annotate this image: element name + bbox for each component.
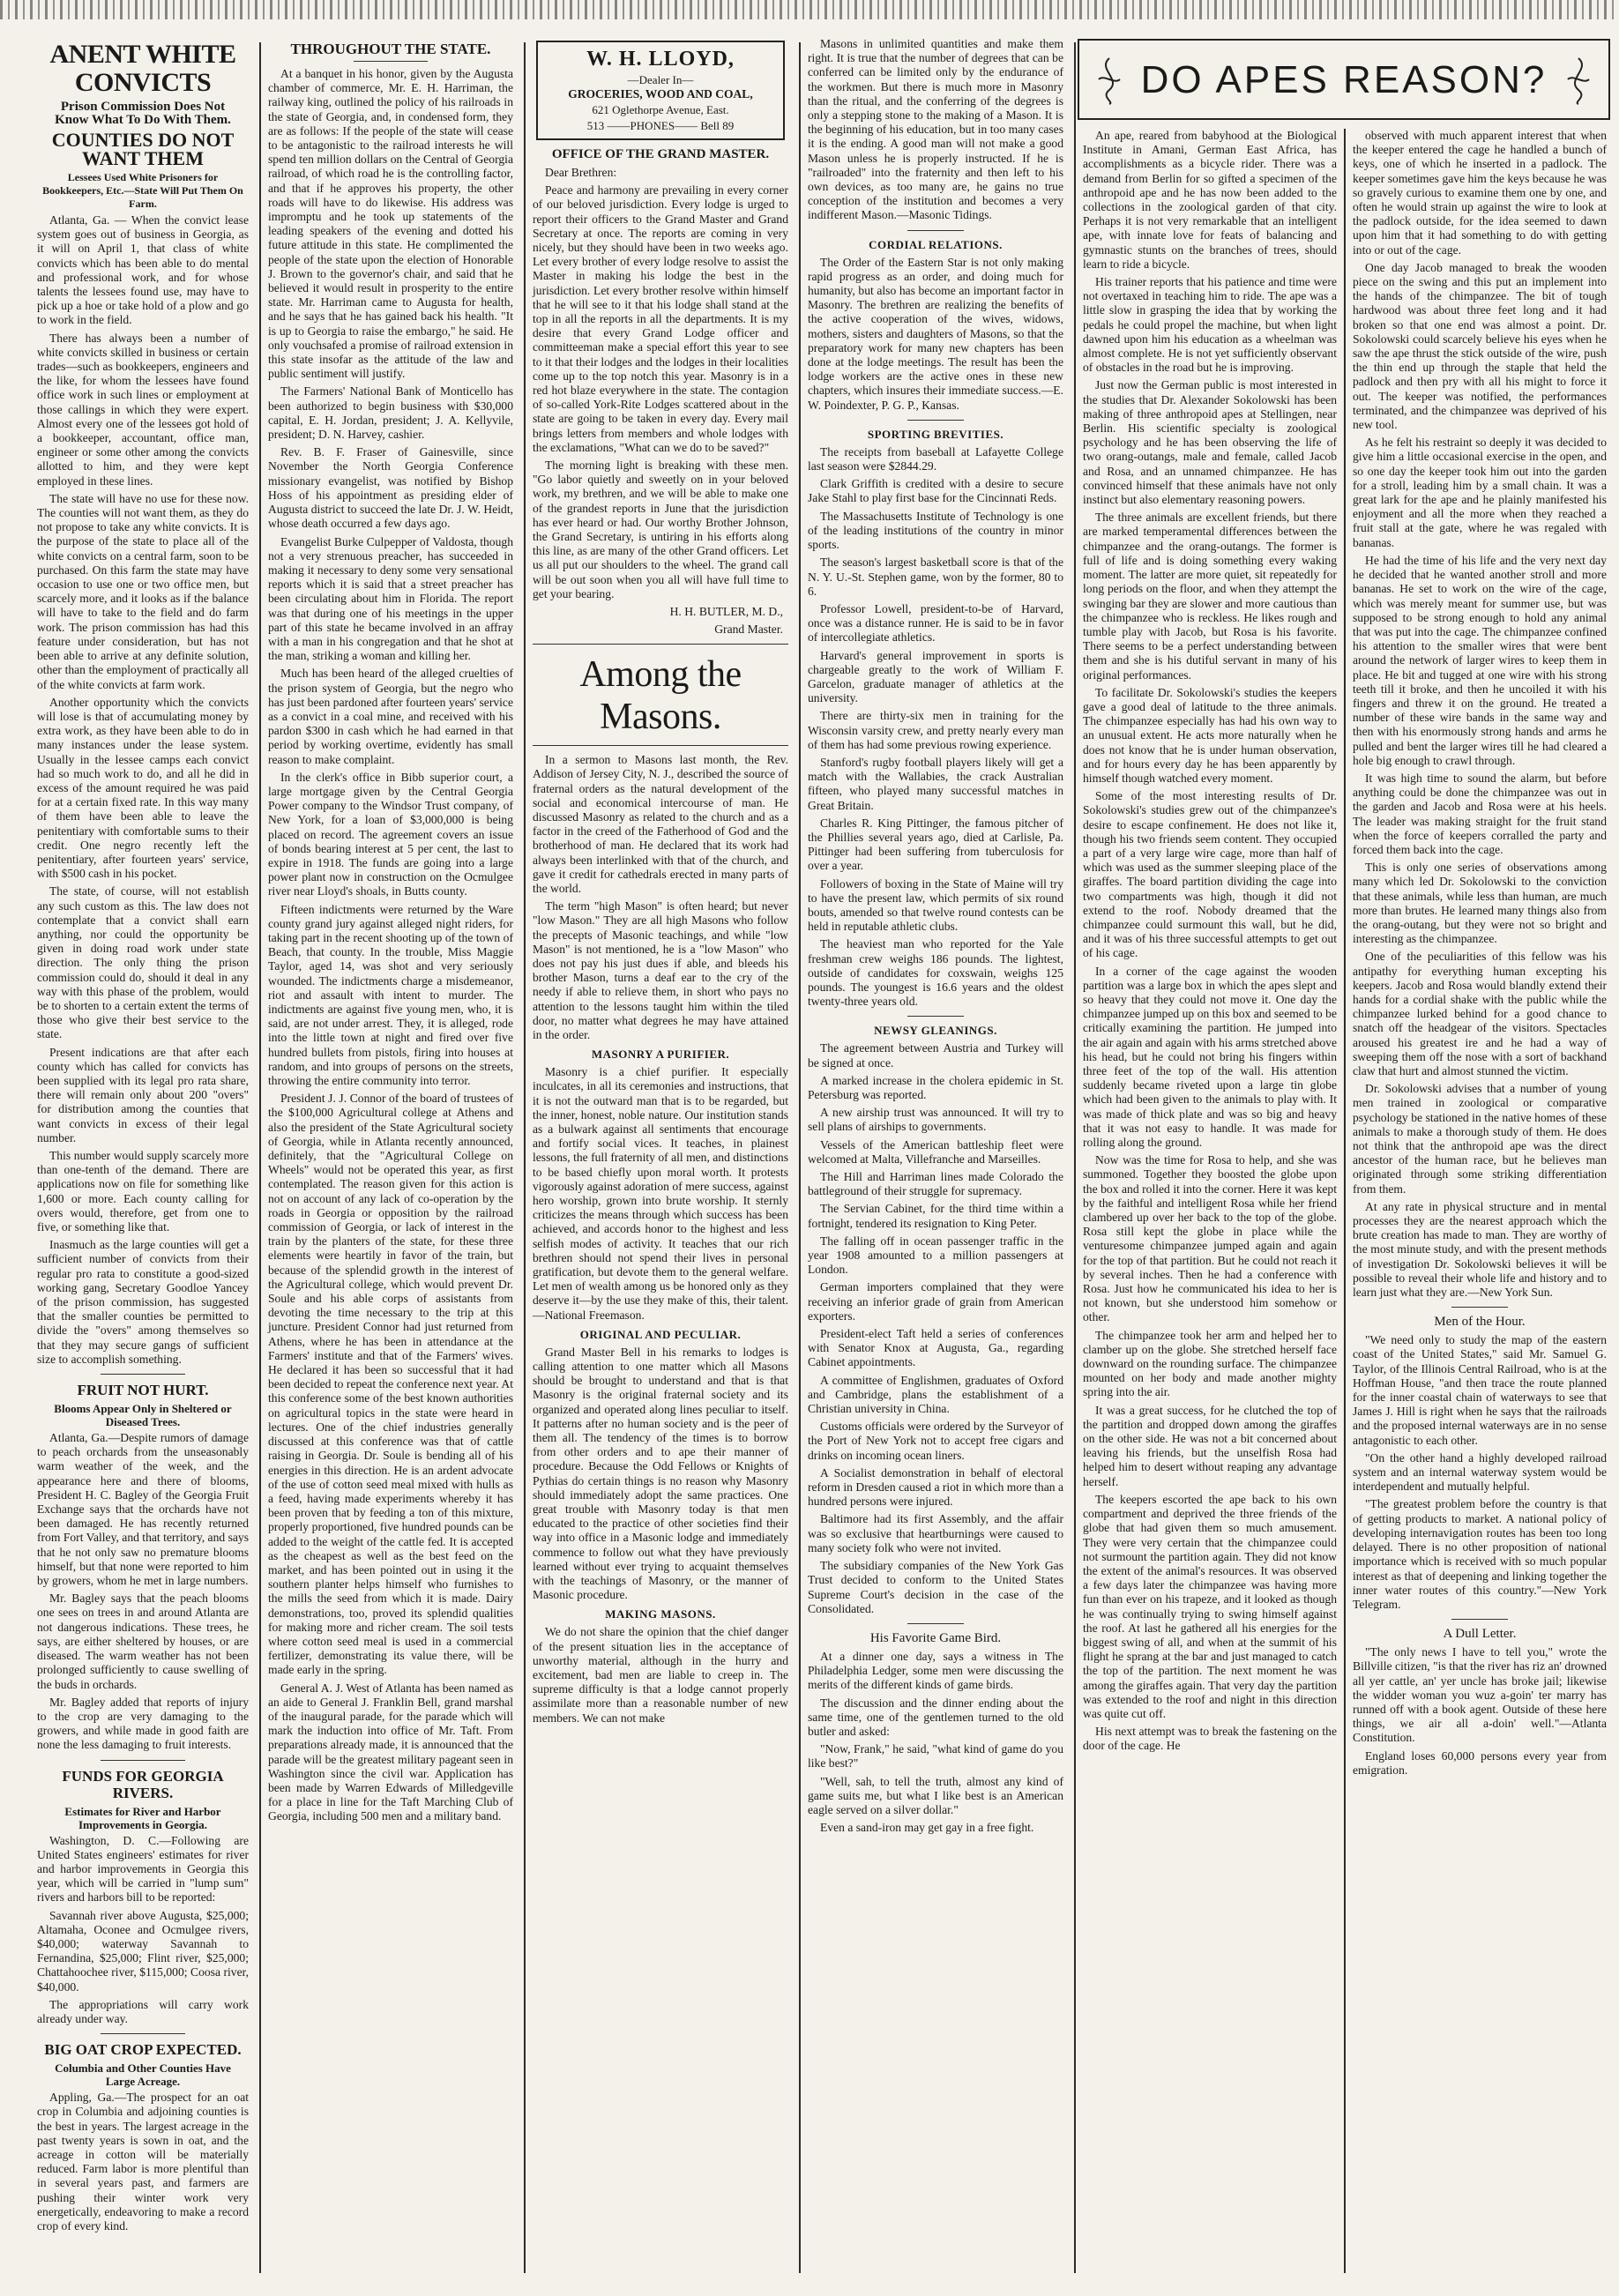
- apes-article-body-2: [1353, 129, 1607, 1300]
- deck-lessees: Lessees Used White Prisoners for Bookkeepers, Etc.—State Will Put Them On Farm.: [42, 171, 243, 210]
- paragraph: Atlanta, Ga.—Despite rumors of damage to peach orchards from the unseasonably warm weather of the week, and the appearance here and there of blooms, President H. C. Bagley of the Georgia Fruit Exchange says that the orchards have not been damaged. He has recently returned from Fort Valley, and that territory, and says that he not only saw no premature blooms himself, but that none were reported to him by growers, whom he met in large numbers.: [37, 1431, 249, 1588]
- headline-dull-letter: A Dull Letter.: [1443, 1627, 1517, 1642]
- headline-purifier: MASONRY A PURIFIER.: [591, 1047, 730, 1062]
- ornament-right-icon: [1561, 53, 1596, 106]
- paragraph: Customs officials were ordered by the Surveyor of the Port of New York not to accept free cigars and drinks on incoming ocean liners.: [808, 1420, 1063, 1462]
- divider: [1451, 1307, 1507, 1308]
- headline-men-of-hour: Men of the Hour.: [1434, 1315, 1526, 1330]
- divider: [907, 420, 964, 421]
- purifier-article-body: [533, 1065, 788, 1323]
- column-rule: [1074, 42, 1076, 2273]
- paragraph: This is only one series of observations among many which led Dr. Sokolowski to the conviction that these animals, while less than human, are much more than brutes. He learned many things also from the orang-outang, but they were not so bright and interesting as the chimpanzee.: [1353, 861, 1607, 946]
- paragraph: It was a great success, for he clutched the top of the partition and dropped down among the giraffes on the other side. He was not a bit concerned about leaving his friends, but the unselfish Rosa had helped him to desert without reaping any advantage herself.: [1083, 1403, 1337, 1488]
- paragraph: Dear Brethren:: [545, 166, 617, 179]
- headline-counties: COUNTIES DO NOT WANT THEM: [51, 129, 235, 169]
- paragraph: As he felt his restraint so deeply it was decided to give him a little occasional exercise in the open, and so one day the keeper took him out into the garden for a stroll, leading him by a small chain. It was a great lark for the ape and he plainly manifested his enjoyment and all the more when they reached a fruit stall at the gate, where he was regaled with bananas.: [1353, 436, 1607, 549]
- paragraph: "The only news I have to tell you," wrote the Billville citizen, "is that the river has riz an' drowned all yer cattle, an' yer uncle has broke jail; likewise the widder woman you wuz a-goin' ter marry has runned off with a book agent. Outside of these here things, we air all a-doin' well."—Atlanta Constitution.: [1353, 1645, 1607, 1745]
- lloyd-advertisement: [536, 41, 785, 140]
- paragraph: Some of the most interesting results of Dr. Sokolowski's studies grew out of the chimpanzee's desire to escape confinement. He does not like it, though his two friends seem content. They occupied a part of a very large wire cage, more than half of which was used as the summer sleeping place of the giraffes. The board partition dividing the cage into two compartments was high, though it did not extend to the roof. Nobody dreamed that the chimpanzee could surmount this wall, but he did, and it was of his three successful attempts to get out of his cage.: [1083, 789, 1337, 960]
- paragraph: Washington, D. C.—Following are United States engineers' estimates for river and harbor improvements in Georgia this year, which will be carried in "lump sum" rivers and harbors bill to be reported:: [37, 1833, 249, 1905]
- divider: [907, 230, 964, 231]
- paragraph: The Massachusetts Institute of Technology is one of the leading institutions of the country in minor sports.: [808, 509, 1063, 552]
- paragraph: Clark Griffith is credited with a desire to secure Jake Stahl to play first base for the Cincinnati Reds.: [808, 477, 1063, 505]
- paragraph: Atlanta, Ga. — When the convict lease system goes out of business in Georgia, as it will on April 1, that class of white convicts which has been able to do mental and professional work, and for whose talents the lessees found use, may have to pick up a hoe or take hold of a plow and go to work in the field.: [37, 213, 249, 327]
- paragraph: "The greatest problem before the country is that of getting products to market. A national policy of developing internavigation routes has been too long delayed. There is no other proposition of national importance which is received with so much popular interest as that of deepening and linking together the inner water routes of this country."—New York Telegram.: [1353, 1497, 1607, 1611]
- paragraph: General A. J. West of Atlanta has been named as an aide to General J. Franklin Bell, grand marshal of the inaugural parade, for the parade which will mark the induction into office of Mr. Taft. From preparations already made, it is announced that the parade will be the greatest military pageant seen in Washington since the civil war. Application has been made by Warren Edwards of Milledgeville for a place in line for the Taft Marching Club of Georgia, including 500 men and a military band.: [268, 1681, 513, 1823]
- paragraph: His next attempt was to break the fastening on the door of the cage. He: [1083, 1725, 1337, 1753]
- paragraph: It was high time to sound the alarm, but before anything could be done the chimpanzee was out in the garden and Jacob and Rosa were at his heels. The leader was making straight for the fruit stand when the force of keepers corralled the party and forced them back into the cage.: [1353, 771, 1607, 856]
- men-article-body: [1353, 1333, 1607, 1612]
- divider: [907, 1623, 964, 1624]
- game-article-body: [808, 1650, 1063, 1835]
- paragraph: A committee of Englishmen, graduates of Oxford and Cambridge, plans the establishment of a Christian university in China.: [808, 1373, 1063, 1416]
- masons-continued-body: [808, 37, 1063, 223]
- paragraph: observed with much apparent interest that when the keeper entered the cage he handled a bunch of keys, one of which he inserted in a padlock. The keeper sometimes gave him the keys because he was so gravely curious to examine them one by one, and often he would strain up against the wire to look at the padlock outside, for the idea seemed to dawn upon him that it had something to do with getting into or out of the cage.: [1353, 129, 1607, 257]
- paragraph: Appling, Ga.—The prospect for an oat crop in Columbia and adjoining counties is the best in years. The largest acreage in the past twenty years is sown in oat, and the acreage in cotton will be materially reduced. Farm labor is more plentiful than in several years past, and farmers are pushing their winter work very energetically, endeavoring to make a record crop of every kind.: [37, 2091, 249, 2233]
- paragraph: Mr. Bagley says that the peach blooms one sees on trees in and around Atlanta are not dangerous indications. These trees, he says, are either sheltered by houses, or are diseased. The warm weather has not been prolonged sufficiently to cause swelling of the buds in orchards.: [37, 1592, 249, 1691]
- column-state: [263, 37, 519, 2277]
- paragraph: "Well, sah, to tell the truth, almost any kind of game suits me, but what I like best is an American eagle served on a silver dollar.": [808, 1774, 1063, 1816]
- paragraph: Now was the time for Rosa to help, and she was summoned. Together they boosted the globe upon the box and rolled it into the corner. Here it was kept by the faithful and intelligent Rosa while her friend clambered up over her back to the top of the globe. Rosa still kept the globe in place while the venturesome chimpanzee jumped again and again for the top of that partition. But he could not reach it by several inches. Then he had a conference with Rosa. Just how he communicated his idea to her is not known, but she understood him somehow or other.: [1083, 1153, 1337, 1324]
- paragraph: The discussion and the dinner ending about the same time, one of the gentlemen turned to the old butler and asked:: [808, 1696, 1063, 1738]
- paragraph: Stanford's rugby football players likely will get a match with the Wallabies, the crack Australian fifteen, who played many successful matches in Great Britain.: [808, 755, 1063, 812]
- funds-article-body: [37, 1834, 249, 2027]
- torn-page-edge: [0, 0, 1619, 19]
- paragraph: The agreement between Austria and Turkey will be signed at once.: [808, 1041, 1063, 1070]
- paragraph: "On the other hand a highly developed railroad system and an internal waterway system would be interdependent and mutually helpful.: [1353, 1450, 1607, 1494]
- paragraph: The Farmers' National Bank of Monticello has been authorized to begin business with $30,000 capital, E. H. Jordan, president; J. A. Kellyvile, president; D. N. Harvey, cashier.: [268, 384, 513, 442]
- paragraph: One day Jacob managed to break the wooden piece on the swing and this put an implement into the hands of the chimpanzee. The bit of tough hardwood was about three feet long and it had broken so that one end was almost a point. Dr. Sokolowski could scarcely believe his eyes when he saw the ape thrust the stick outside of the wire, push the thin end up through the staple that held the padlock and then pry with all his might to force it out. The keeper was notified, the performances terminated, and the chimpanzee was deprived of his new tool.: [1353, 260, 1607, 432]
- headline-throughout-state: THROUGHOUT THE STATE.: [290, 41, 491, 57]
- ad-goods: GROCERIES, WOOD AND COAL,: [568, 87, 753, 101]
- paragraph: At any rate in physical structure and in mental processes they are the nearest approach which the brute creation has made to man. They are worthy of the most minute study, and with the present methods of investigation Dr. Sokolowski believes it will be possible to reveal their whole life and history and to learn just what they are.—New York Sun.: [1353, 1199, 1607, 1300]
- apes-article-body-1: [1083, 129, 1337, 1754]
- subhead-estimates: Estimates for River and Harbor Improvements in Georgia.: [64, 1804, 221, 1831]
- paragraph: He had the time of his life and the very next day he decided that he wanted another stroll and more bananas. He set to work on the wire of the cage, which was merely meant for summer use, but was supposed to be strong enough to hold any animal that was put into the cage. The chimpanzee confined his attention to the smaller wires that were bent around the network of larger wires to keep them in place. He bit and tugged at one wire with his strong teeth till it broke, and then he uncoiled it with his fingers and threw it on the ground. He treated a number of these wire bands in the same way and then with his enormously strong hands and arms he pulled and bent the larger wires till he had cleared a hole big enough to crawl through.: [1353, 553, 1607, 767]
- headline-newsy: NEWSY GLEANINGS.: [874, 1024, 997, 1038]
- paragraph: Savannah river above Augusta, $25,000; Altamaha, Oconee and Ocmulgee rivers, $40,000; waterway Savannah to Fernandina, $25,000; Flint river, $25,000; Chattahoochee river, $115,000; Coosa river, $40,000.: [37, 1908, 249, 1994]
- paragraph: Dr. Sokolowski advises that a number of young men trained in zoological or comparative psychology be stationed in the native homes of these animals to make a thorough study of them. He does not think that the anthropoid ape was the direct ancestor of the human race, but he believes man originated through some striking differentiation from them.: [1353, 1082, 1607, 1196]
- ad-name: W. H. LLOYD,: [586, 48, 735, 71]
- apes-header-box: [1078, 39, 1610, 120]
- paragraph: The season's largest basketball score is that of the N. Y. U.-St. Stephen game, won by the former, 80 to 6.: [808, 555, 1063, 598]
- headline-oat-crop: BIG OAT CROP EXPECTED.: [44, 2041, 242, 2059]
- making-article-body: [533, 1625, 788, 1725]
- paragraph: The Servian Cabinet, for the third time within a fortnight, tendered its resignation to King Peter.: [808, 1202, 1063, 1230]
- headline-game-bird: His Favorite Game Bird.: [869, 1630, 1002, 1645]
- paragraph: There has always been a number of white convicts skilled in business or certain trades—such as bookkeepers, engineers and the like, for whom the lessees have found office work in such lines or employment at those callings in which they were expert. Almost every one of the lessees got hold of a bookkeeper, accountant, office man, engineer or some other among the convicts allotted to him, and they were kept employed in these lines.: [37, 331, 249, 488]
- headline-white-convicts: ANENT WHITE CONVICTS: [49, 40, 236, 97]
- divider: [354, 61, 427, 62]
- paragraph: Present indications are that after each county which has called for convicts has been supplied with its legal pro rata share, there will remain only about 200 "overs" for distribution among the counties that want convicts in excess of their legal number.: [37, 1045, 249, 1144]
- headline-funds-rivers: FUNDS FOR GEORGIA RIVERS.: [62, 1767, 224, 1801]
- cordial-article-body: [808, 256, 1063, 413]
- paragraph: Fifteen indictments were returned by the Ware county grand jury against alleged night riders, for taking part in the recent shooting up of the town of Beach, that county. In the trouble, Miss Maggie Taylor, aged 14, was shot and very seriously wounded. The indictments charge a misdemeanor, riot and assault with intent to murder. The indictments are against five young men, who, it is said, are not under arrest. They, it is alleged, rode into the little town at night and fired over five hundred bullets from pistols, firing into houses at random, and into groups of persons on the streets, throwing the entire community into terror.: [268, 902, 513, 1088]
- column-masons: [527, 37, 794, 2277]
- paragraph: "We need only to study the map of the eastern coast of the United States," said Mr. Samuel G. Taylor, of the Illinois Central Railroad, who is at the Hoffman House, "and then trace the route planned for the inner coastal chain of waterways to see that James J. Hill is right when he says that the railroads and the proposed internal waterways are in no sense antagonistic to each other.: [1353, 1333, 1607, 1447]
- subhead-columbia: Columbia and Other Counties Have Large Acreage.: [55, 2061, 231, 2089]
- headline-sporting: SPORTING BREVITIES.: [867, 427, 1004, 441]
- paragraph: Rev. B. F. Fraser of Gainesville, since November the North Georgia Conference missionary evangelist, was notified by Bishop Hoss of his appointment as presiding elder of Augusta district to succeed the late Dr. J. W. Heidt, whose death occurred a few days ago.: [268, 445, 513, 531]
- divider: [533, 745, 788, 746]
- paragraph: The heaviest man who reported for the Yale freshman crew weighs 186 pounds. The lightest, outside of candidates for coxswain, weighs 125 pounds. The youngest is 16.6 years and the oldest twenty-three years old.: [808, 937, 1063, 1009]
- column-sporting-news: [802, 37, 1069, 2277]
- paragraph: The state, of course, will not establish any such custom as this. The law does not contemplate that a convict shall earn anything, nor could the opportunity be given in doing road work under state direction. The only thing the prison commission could do, should it deal in any way with this phase of the problem, would be to shorten to a certain extent the terms of those who give their best service to the state.: [37, 884, 249, 1041]
- ad-phones: 513 ——PHONES—— Bell 89: [586, 119, 735, 132]
- paragraph: The receipts from baseball at Lafayette College last season were $2844.29.: [808, 444, 1063, 473]
- paragraph: At a dinner one day, says a witness in The Philadelphia Ledger, some men were discussing the merits of the different kinds of game birds.: [808, 1649, 1063, 1692]
- divider: [1451, 1619, 1507, 1620]
- column-rule: [259, 42, 261, 2273]
- headline-among-masons: Among the Masons.: [579, 654, 742, 738]
- paragraph: This number would supply scarcely more than one-tenth of the demand. There are applications now on file for something like 1,600 or more. Each county calling for overs would, therefore, get from one to five, or something like that.: [37, 1149, 249, 1234]
- subhead-prison-commission: Prison Commission Does Not Know What To Do With Them.: [55, 100, 231, 127]
- paragraph: In the clerk's office in Bibb superior court, a large mortgage given by the Central Georgia Power company to the Windsor Trust company, of New York, for a loan of $3,000,000 is being placed on record. The agreement covers an issue of bonds bearing interest at 5 per cent, the last to expire in 1918. The funds are going into a large power plant now in construction on the Ocmulgee river near Lloyd's shoals, in Butts county.: [268, 770, 513, 898]
- paragraph: England loses 60,000 persons every year from emigration.: [1353, 1748, 1607, 1777]
- column-rule: [524, 42, 526, 2273]
- headline-making-masons: MAKING MASONS.: [605, 1607, 716, 1621]
- fruit-article-body: [37, 1431, 249, 1752]
- paragraph: The three animals are excellent friends, but there are marked temperamental differences between the chimpanzee and the orang-outangs. The former is full of life and is doing something every waking moment. The latter are more quiet, sit repeatedly for long periods on the floor, and when they attempt the swinging bar they are slower and more cautious than the chimpanzee who is reckless. He likes rough and tumble play with Jacob, but Rosa is his favorite. There seems to be a perfect understanding between them and she is his dutiful servant in many of his original performances.: [1083, 511, 1337, 682]
- paragraph: Inasmuch as the large counties will get a sufficient number of convicts from their regular pro rata to constitute a good-sized working gang, Secretary Goodloe Yancey of the prison commission, has suggested that the smaller counties be permitted to divide the "overs" among themselves so that they may secure gangs of sufficient size to accomplish something.: [37, 1238, 249, 1366]
- paragraph: Peace and harmony are prevailing in every corner of our beloved jurisdiction. Every lodge is urged to report their officers to the Grand Master and Grand Secretary at once. The reports are coming in very nicely, but they should have been in two weeks ago. Let every brother of every lodge resolve to assist the Master in making his lodge the best in the jurisdiction. Let every brother resolve within himself that he will see to it that his lodge shall stand at the top in all the reports in all the departments. It is my desire that every Grand Lodge officer and committeeman make a special effort this year to see to it that their lodges and the lodges in their localities come up to the top notch this year. Masonry is in a red hot blaze everywhere in the state. The contagion of so-called York-Rite Lodges scattered about in the state are going to be taken in every day. Every mail brings letters from members and whole lodges with the exclamations, "What can we do to be saved?": [533, 183, 788, 454]
- paragraph: The chimpanzee took her arm and helped her to clamber up on the globe. She stretched herself face downward on the rounding surface. The chimpanzee mounted on her body and made another mighty spring into the air.: [1083, 1328, 1337, 1399]
- paragraph: German importers complained that they were receiving an inferior grade of grain from American exporters.: [808, 1280, 1063, 1323]
- paragraph: A Socialist demonstration in behalf of electoral reform in Dresden caused a riot in which more than a hundred persons were injured.: [808, 1465, 1063, 1509]
- paragraph: Professor Lowell, president-to-be of Harvard, once was a distance runner. He is said to be in favor of intercollegiate athletics.: [808, 601, 1063, 645]
- paragraph: A marked increase in the cholera epidemic in St. Petersburg was reported.: [808, 1073, 1063, 1101]
- paragraph: There are thirty-six men in training for the Wisconsin varsity crew, and pretty nearly every man of them has had some previous rowing experience.: [808, 709, 1063, 751]
- column-rule: [1344, 129, 1346, 2273]
- divider: [101, 1760, 185, 1761]
- paragraph: One of the peculiarities of this fellow was his antipathy for everything human excepting his keepers. Jacob and Rosa would blandly extend their hands for a cordial shake with the public while the chimpanzee lurked behind for a good chance to snatch off the headgear of the visitors. Spectacles aroused his greatest ire and he had a way of sweeping them off the nose with a sort of backhand claw that hurt and almost stunned the victim.: [1353, 950, 1607, 1077]
- paragraph: Charles R. King Pittinger, the famous pitcher of the Phillies several years ago, died at Carlisle, Pa. Pittinger had been suffering from tuberculosis for over a year.: [808, 816, 1063, 873]
- paragraph: The subsidiary companies of the New York Gas Trust decided to conform to the United States Supreme Court's decision in the case of the Consolidated.: [808, 1559, 1063, 1615]
- column-rule: [799, 42, 801, 2273]
- paragraph: The appropriations will carry work already under way.: [37, 1997, 249, 2025]
- divider: [907, 1016, 964, 1017]
- paragraph: The term "high Mason" is often heard; but never "low Mason." They are all high Masons who follow the precepts of Masonic teachings, and while "low Mason" is not mentioned, he is a "low Mason" who does not pay his just dues if able, and bleeds his brother Mason, turns a deaf ear to the cry of the needy if able to relieve them, in short who pays no attention to the lessons taught him within the tiled door, no matter what degrees he may have attained in the order.: [533, 899, 788, 1041]
- paragraph: His trainer reports that his patience and time were not overtaxed in teaching him to ride. The ape was a little slow in grasping the idea that by working the pedals he could propel the machine, but when light dawned upon him his education as a wheelman was almost complete. He is not yet sufficiently observant of obstacles in the road but he is improving.: [1083, 275, 1337, 375]
- headline-original: ORIGINAL AND PECULIAR.: [579, 1327, 742, 1341]
- sporting-article-body: [808, 445, 1063, 1010]
- paragraph: A new airship trust was announced. It will try to sell plans of airships to governments.: [808, 1106, 1063, 1134]
- paragraph: Masonry is a chief purifier. It especially inculcates, in all its ceremonies and instructions, that it is not the outward man that is to be regarded, but the inner, honest, noble nature. Our institution stands as a bulwark against all sentiments that encourage and fortify social vices. It teaches, in plainest lessons, the full fraternity of all men, and distinctions to be based chiefly upon moral worth. It protests vigorously against adoration of mere success, against hero worship, grown into brute worship. It sternly criticizes the means through which success has been achieved, and accords honor to the highest and less selfish modes of activity. It teaches that our rich brethren should not spend their lives in personal gratification, but devote them to the general welfare. Let men of wealth among us be honored only as they deserve it—by the use they make of this, their talent.—National Freemason.: [533, 1065, 788, 1322]
- convicts-article-body: [37, 213, 249, 1367]
- masons-article-body: [533, 753, 788, 1042]
- oat-article-body: [37, 2091, 249, 2233]
- paragraph: Followers of boxing in the State of Maine will try to have the present law, which permits of six round bouts, amended so that twelve round contests can be held in reputable athletic clubs.: [808, 876, 1063, 934]
- ad-dealer: —Dealer In—: [627, 73, 694, 86]
- headline-fruit-not-hurt: FRUIT NOT HURT.: [77, 1382, 209, 1399]
- paragraph: Much has been heard of the alleged cruelties of the prison system of Georgia, but the negro who has just been pardoned after fourteen years' service as a convict in a coal mine, and received with his pardon $300 in cash which he had earned in that period by working overtime, evidently has small reason to make complaint.: [268, 667, 513, 766]
- headline-grand-master: OFFICE OF THE GRAND MASTER.: [551, 147, 770, 161]
- paragraph: In a corner of the cage against the wooden partition was a large box in which the apes slept and so heavy that they could not move it. One day the chimpanzee jumped up on this box and seemed to be critically examining the partition. He jumped into the air again and again with his arms stretched above his head, but he could not bring his fingers within three feet of the top of the wall. His attention suddenly became riveted upon a large tin globe which had been given to the animals to play with. It was made of thick plate and was so big and heavy that it was not easy to handle. It was made for rolling along the ground.: [1083, 964, 1338, 1150]
- paragraph: The keepers escorted the ape back to his own compartment and deprived the three friends of the globe that had given them so much amusement. They were very certain that the chimpanzee could not surmount the partition again. They did not know the extent of the animal's resources. It was observed a few days later the chimpanzee was having more fun than ever on his trapeze, and it looked as though he was continually trying to swing himself against the roof. At last he gathered all his energies for the biggest swing of all, and when at the summit of his flight he sprang at the bar and just managed to catch the top of the partition. The next moment he was among the giraffes again. That very day the partition was extended to the roof and night in this direction was quite cut off.: [1083, 1492, 1337, 1720]
- divider: [533, 644, 788, 645]
- paragraph: To facilitate Dr. Sokolowski's studies the keepers gave a good deal of latitude to the three animals. The chimpanzee especially has had his own way to an unusual extent. He acts more naturally when he does not know that he is under human observation, and for hours every day he has been apparently by himself though watched every moment.: [1083, 685, 1337, 785]
- paragraph: Another opportunity which the convicts will lose is that of accumulating money by extra work, as they have been able to do in many instances under the lease system. Usually in the lessee camps each convict had so much work to do, and all he did in excess of the amount required he was paid for at a certain fixed rate. In this way many of them have been able to leave the penitentiary with comfortable sums to their credit. One negro recently left the penitentiary, after fourteen years' service, with $500 cash in his pocket.: [37, 695, 249, 881]
- paragraph: Vessels of the American battleship fleet were welcomed at Malta, Villefranche and Marseilles.: [808, 1137, 1063, 1166]
- subhead-blooms: Blooms Appear Only in Sheltered or Diseased Trees.: [54, 1402, 232, 1429]
- column-apes-left: [1078, 129, 1342, 2277]
- paragraph: The Order of the Eastern Star is not only making rapid progress as an order, and doing much for humanity, but also has become an important factor in Masonry. The brethren are realizing the benefits of the active cooperation of the wives, widows, mothers, sisters and daughters of Masons, so that the preparatory work for many new chapters has been done at the lodge meetings. The result has been the lodge workers are the active ones in these new chapters, which insures their immediate success.—E. W. Poindexter, P. G. P., Kansas.: [808, 255, 1063, 412]
- paragraph: Mr. Bagley added that reports of injury to the crop are very damaging to the growers, and while made in good faith are none the less damaging to fruit interests.: [37, 1695, 249, 1752]
- paragraph: Masons in unlimited quantities and make them right. It is true that the number of degrees that can be conferred can be limited only by the endurance of the workmen. But there is much more in Masonry than the ritual, and the conferring of the degrees is only a stepping stone to the making of a Mason. It is the beginning of his education, but in too many cases it is the ending. A good man will not make a good Mason unless he is properly instructed. If he is "railroaded" into the fraternity and then left to his own devices, as too many are, he gains no true conception of the institution and becomes a very indifferent Mason.—Masonic Tidings.: [808, 37, 1063, 222]
- paragraph: The morning light is breaking with these men. "Go labor quietly and sweetly on in your beloved work, my brethren, and we will be able to make one of the grandest reports in June that the jurisdiction has ever heard or had. Our worthy Brother Johnson, the Grand Secretary, is untiring in his efforts along this line, as are many of the other Grand officers. Let us all put our shoulders to the wheel. The grand call will be out soon when you all will have full time to get your bearing.: [533, 458, 788, 600]
- paragraph: Even a sand-iron may get gay in a free fight.: [820, 1821, 1034, 1835]
- original-article-body: [533, 1346, 788, 1603]
- signature-title: Grand Master.: [714, 622, 783, 637]
- signature-name: H. H. BUTLER, M. D.,: [669, 605, 783, 619]
- paragraph: The Hill and Harriman lines made Colorado the battleground of their struggle for supremacy.: [808, 1170, 1063, 1198]
- paragraph: Grand Master Bell in his remarks to lodges is calling attention to one matter which all Masons should be brought to understand and that is that Masonry is the original fraternal society and its organized and operated along lines peculiar to itself. It patterns after no human society and is the peer of them all. The tendency of the times is to borrow from other orders and to ape their manner of procedure. Because the Odd Fellows or Knights of Pythias do certain things is no reason why Masonry should immediately adopt the same practices. One great trouble with Masonry today is that men educated to the practice of other societies find their way into office in a Masonic lodge and immediately commence to follow out what they have previously learned without ever trying to acquaint themselves with the teachings of Masonry, or the manner of Masonic procedure.: [533, 1345, 788, 1602]
- paragraph: Evangelist Burke Culpepper of Valdosta, though not a very strenuous preacher, has succeeded in making it necessary to deny some very sensational reports which it is said that a street preacher has been circulating about him in Florida. The report was that during one of his meetings in the upper part of this state he became involved in an affray with a man in his congregation and that he shot at the man, striking a woman and killing her.: [268, 534, 513, 663]
- dull-letter-body: [1353, 1645, 1607, 1778]
- column-convicts: [32, 37, 254, 2277]
- headline-cordial: CORDIAL RELATIONS.: [869, 237, 1003, 251]
- state-article-body: [268, 67, 513, 1824]
- paragraph: At a banquet in his honor, given by the Augusta chamber of commerce, Mr. E. H. Harriman, the railway king, outlined the policy of his railroads in the state of Georgia, and, in condensed form, they are as follows: If the people of the state will cease to be antagonistic to the railroad interests he will spend ten million dollars on the Central of Georgia railroad, of which road he is the controlling factor, and that if he approves his property, the other roads will have to do likewise. His address was impromptu and he took up statements of the leading speakers of the evening and dotted his future attitude in this state. He complimented the people of the state upon the election of Honorable J. Brown to the governor's chair, and said that he believed it would result in prosperity to the entire state. Mr. Harriman came to Augusta for health, and he says that he has gained back his health. "It is up to Georgia to raise the embargo," he said. He only vouchsafed a promise of railroad extension in this state insofar as the attitude of the law and public sentiment will justify.: [268, 67, 513, 381]
- paragraph: The state will have no use for these now. The counties will not want them, as they do not propose to take any white convicts. It is the purpose of the state to place all of the white convicts on a central farm, soon to be purchased. On this farm the state may have occasion to use one or two office men, but scarcely more, and it looks as if the balance will have to take to the field and do farm work. The prison commission has had this feature under consideration, but has not been able to arrive at any definite solution, other than the employment of practically all of the white convicts at farm work.: [37, 491, 249, 691]
- paragraph: The falling off in ocean passenger traffic in the year 1908 amounted to a million passengers at London.: [808, 1234, 1063, 1277]
- grand-master-letter: [533, 166, 788, 601]
- paragraph: Harvard's general improvement in sports is chargeable greatly to the work of William F. Garcelon, graduate manager of athletics at the university.: [808, 648, 1063, 705]
- paragraph: We do not share the opinion that the chief danger of the present situation lies in the acceptance of unworthy material, although in the hurry and excitement, bad men are liable to creep in. The supreme difficulty is that a lodge cannot properly assimilate more than a reasonable number of new members. We can not make: [533, 1625, 788, 1725]
- paragraph: An ape, reared from babyhood at the Biological Institute in Amani, German East Africa, has accomplishments as a bicycle rider. There was a demand from Berlin for so gifted a specimen of the anthropoid ape and he has now been added to the collections in the zoological garden of that city. Perhaps it is not very remarkable that an intelligent ape, with innate love for feats of balancing and gymnastic stunts on the branches of trees, should learn to ride a bicycle.: [1083, 129, 1337, 271]
- news-article-body: [808, 1041, 1063, 1616]
- paragraph: In a sermon to Masons last month, the Rev. Addison of Jersey City, N. J., described the source of fraternal orders as the natural development of the social and economical intercourse of man. He discussed Masonry as related to the church and as a factor in the creed of the Fatherhood of God and the brotherhood of man. He declared that its work had always been interlinked with that of the church, and gave it credit for cathedrals erected in many parts of the world.: [533, 753, 788, 895]
- paragraph: President J. J. Connor of the board of trustees of the $100,000 Agricultural college at Athens and also the president of the State Agricultural society of Georgia, while in Atlanta recently announced, definitely, that the "Agricultural College on Wheels" would not be operated this year, as first contemplated. The reason given for this action is not on account of any lack of co-operation by the roads in Georgia or opposition by the railroad commission of Georgia, or lack of interest in the train by the planters of the state, for these three elements were heartily in favor of the train, but because of the splendid growth in the interest of the Agricultural college, which would prevent Dr. Soule and his able corps of assistants from devoting the time necessary to the trip at this juncture. President Connor had just returned from Athens, where he has been in attendance at the Farmers' institute and that of the Farmers' wives. He declared it has been so successful that it had been decided to repeat the conference next year. At this conference some of the best known authorities on agricultural topics in the state were heard in lectures. One of the chief industries generally discussed at this conference was that of cattle raising in Georgia. Dr. Soule is bending all of his energies in this direction. He is an ardent advocate of the use of cotton seed meal mixed with hulls as a feed, having made experiments whereby it has been proven that by feeding a ton of this mixture, properly proportioned, five hundred pounds can be added to the weight of the cattle fed. It is accepted as the cheapest as well as the best feed on the market, and has been pointed out in using it the southern planter helps himself who furnishes to the mills the seed from which it is made. Dairy demonstrations, too, proved its splendid qualities for making more and richer cream. The soil tests where cotton seed meal is used in a commercial fertilizer, demonstrating its value there, will be made early in the spring.: [268, 1092, 513, 1677]
- ad-address: 621 Oglethorpe Avenue, East.: [592, 103, 729, 116]
- paragraph: Just now the German public is most interested in the studies that Dr. Alexander Sokolowski has been making of three anthropoid apes at Stellingen, near Berlin. His scientific specialty is zoological psychology and he has been observing the life of two orang-outangs, male and female, called Jacob and Rosa, and an unnamed chimpanzee. He has convinced himself that these animals have not only instinct but also elementary reasoning powers.: [1083, 378, 1337, 507]
- paragraph: President-elect Taft held a series of conferences with Senator Knox at Augusta, Ga., regarding Cabinet appointments.: [808, 1327, 1063, 1369]
- divider: [101, 2033, 185, 2034]
- paragraph: Baltimore had its first Assembly, and the affair was so exclusive that heartburnings were caused to many society folk who were not invited.: [808, 1512, 1063, 1554]
- column-apes-right: [1347, 129, 1612, 2277]
- headline-do-apes-reason: DO APES REASON?: [1140, 58, 1548, 101]
- divider: [101, 1374, 185, 1375]
- paragraph: "Now, Frank," he said, "what kind of game do you like best?": [808, 1742, 1063, 1770]
